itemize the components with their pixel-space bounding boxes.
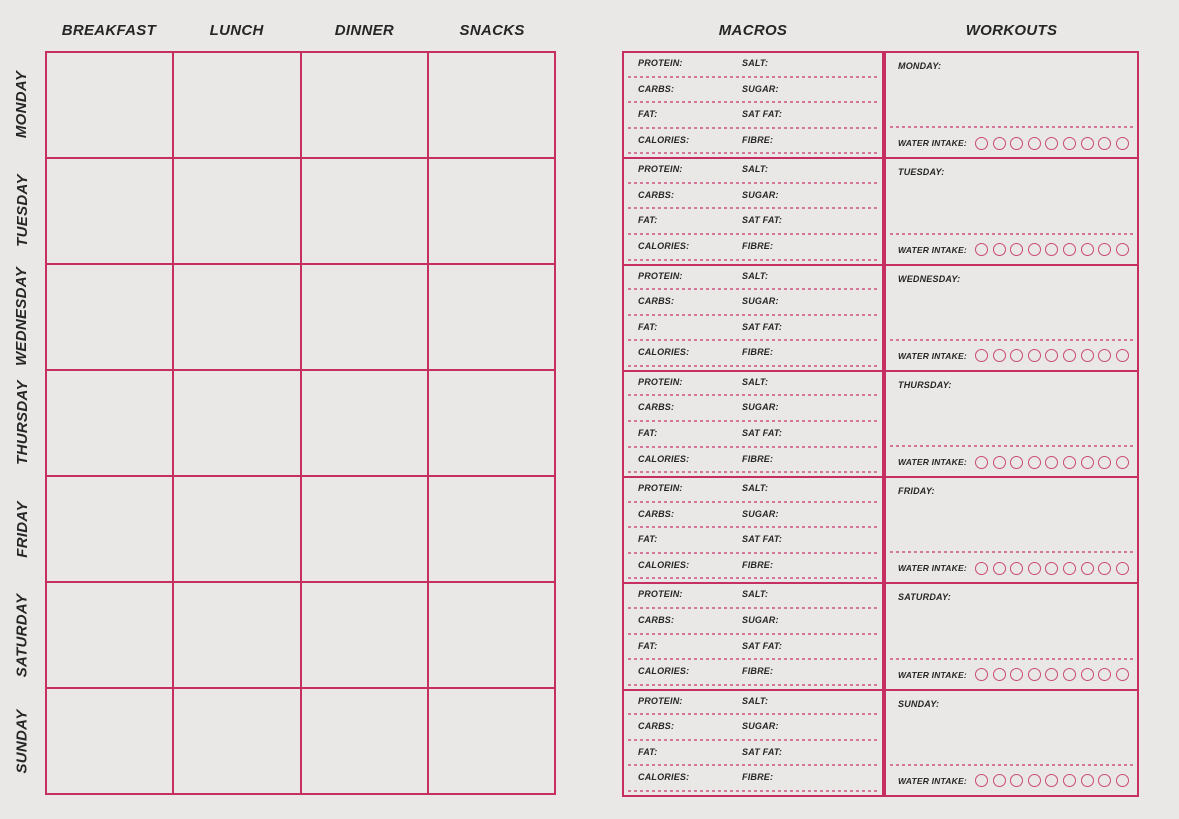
meal-cell[interactable] — [301, 688, 428, 794]
water-circle[interactable] — [1116, 349, 1129, 362]
water-intake-label: WATER INTAKE: — [898, 350, 967, 361]
water-circle[interactable] — [975, 774, 988, 787]
water-circle[interactable] — [975, 456, 988, 469]
macros-day-block — [622, 582, 884, 688]
macro-label-fibre: FIBRE: — [742, 772, 774, 783]
day-label: TUESDAY — [13, 174, 31, 247]
macro-label-calories: CALORIES: — [638, 241, 690, 252]
water-circle[interactable] — [1098, 774, 1111, 787]
meal-cell[interactable] — [173, 476, 300, 582]
macros-day-block — [622, 476, 884, 582]
macro-label-carbs: CARBS: — [638, 83, 675, 94]
macros-header: MACROS — [718, 22, 788, 39]
water-circle[interactable] — [975, 137, 988, 150]
water-circle[interactable] — [1116, 668, 1129, 681]
meal-cell[interactable] — [46, 582, 173, 688]
water-circle[interactable] — [1116, 137, 1129, 150]
meal-cell[interactable] — [301, 370, 428, 476]
macro-label-salt: SALT: — [742, 376, 769, 387]
macros-day-block — [622, 157, 884, 263]
macro-row-protein-salt — [624, 160, 882, 186]
macros-day-block — [622, 689, 884, 797]
macro-label-salt: SALT: — [742, 483, 769, 494]
day-label-cell — [2, 264, 42, 370]
macro-label-sugar: SUGAR: — [742, 83, 779, 94]
macro-label-fibre: FIBRE: — [742, 347, 774, 358]
workout-notes-area[interactable] — [890, 181, 1133, 229]
macro-row-protein-salt — [624, 585, 882, 611]
water-circle[interactable] — [1063, 456, 1076, 469]
macro-writing-line[interactable] — [628, 713, 878, 715]
water-circle[interactable] — [1063, 137, 1076, 150]
macro-writing-line[interactable] — [628, 658, 878, 660]
workout-day-block — [884, 476, 1139, 582]
meal-grid — [45, 51, 556, 795]
meal-cell[interactable] — [301, 476, 428, 582]
water-circle[interactable] — [1028, 137, 1041, 150]
macro-label-fat: FAT: — [638, 428, 658, 438]
macro-writing-line[interactable] — [628, 207, 878, 209]
macro-row-carbs-sugar — [624, 505, 882, 531]
macro-label-calories: CALORIES: — [638, 134, 690, 145]
macro-writing-line[interactable] — [628, 259, 878, 261]
workout-day-label: WEDNESDAY: — [898, 273, 961, 284]
meal-cell[interactable] — [46, 370, 173, 476]
macro-writing-line[interactable] — [628, 501, 878, 503]
meal-cell[interactable] — [428, 52, 555, 158]
workout-notes-area[interactable] — [890, 713, 1133, 761]
macro-row-protein-salt — [624, 267, 882, 293]
water-circles — [975, 456, 1129, 469]
macro-label-sugar: SUGAR: — [742, 614, 779, 625]
macro-row-carbs-sugar — [624, 186, 882, 212]
macro-label-protein: PROTEIN: — [638, 164, 683, 175]
meal-cell[interactable] — [173, 370, 300, 476]
water-circles — [975, 668, 1129, 681]
macro-writing-line[interactable] — [628, 182, 878, 184]
water-circle[interactable] — [1010, 562, 1023, 575]
macro-label-satfat: SAT FAT: — [742, 534, 783, 545]
macro-label-satfat: SAT FAT: — [742, 640, 783, 651]
meal-cell[interactable] — [46, 52, 173, 158]
water-circle[interactable] — [975, 349, 988, 362]
water-circle[interactable] — [1098, 668, 1111, 681]
water-circle[interactable] — [993, 137, 1006, 150]
workout-day-block — [884, 689, 1139, 797]
meal-cell[interactable] — [46, 158, 173, 264]
macro-row-carbs-sugar — [624, 292, 882, 318]
workout-writing-line — [890, 233, 1133, 235]
macro-label-satfat: SAT FAT: — [742, 109, 783, 120]
water-circle[interactable] — [1116, 243, 1129, 256]
macro-label-satfat: SAT FAT: — [742, 321, 783, 332]
water-circle[interactable] — [1045, 562, 1058, 575]
water-circle[interactable] — [993, 456, 1006, 469]
water-circle[interactable] — [1098, 456, 1111, 469]
macro-writing-line[interactable] — [628, 790, 878, 792]
day-label: SUNDAY — [13, 709, 31, 774]
water-circle[interactable] — [1045, 668, 1058, 681]
macro-row-protein-salt — [624, 692, 882, 718]
macro-row-calories-fibre — [624, 768, 882, 794]
macro-writing-line[interactable] — [628, 233, 878, 235]
water-intake-row — [898, 666, 1129, 684]
meal-cell[interactable] — [46, 264, 173, 370]
water-circle[interactable] — [1081, 137, 1094, 150]
meal-cell[interactable] — [428, 582, 555, 688]
macros-column — [622, 51, 884, 797]
column-header-dinner: DINNER — [334, 22, 395, 39]
water-circle[interactable] — [1081, 774, 1094, 787]
water-intake-row — [898, 772, 1129, 790]
workout-notes-area[interactable] — [890, 75, 1133, 123]
workout-day-label: FRIDAY: — [898, 486, 935, 497]
macro-label-calories: CALORIES: — [638, 666, 690, 677]
day-label-cell — [2, 157, 42, 263]
water-intake-label: WATER INTAKE: — [898, 244, 967, 255]
macro-label-salt: SALT: — [742, 164, 769, 175]
macro-writing-line[interactable] — [628, 764, 878, 766]
day-label-cell — [2, 582, 42, 688]
water-circle[interactable] — [1010, 774, 1023, 787]
macro-label-fat: FAT: — [638, 109, 658, 120]
macro-label-sugar: SUGAR: — [742, 189, 779, 200]
macro-label-protein: PROTEIN: — [638, 270, 683, 281]
water-circle[interactable] — [1063, 774, 1076, 787]
day-label-cell — [2, 476, 42, 582]
macro-label-fibre: FIBRE: — [742, 453, 774, 464]
macros-day-block — [622, 51, 884, 157]
macro-label-carbs: CARBS: — [638, 189, 675, 200]
macro-row-protein-salt — [624, 54, 882, 80]
macro-row-calories-fibre — [624, 662, 882, 688]
meal-column-headers — [45, 22, 556, 44]
water-intake-row — [898, 347, 1129, 365]
macro-writing-line[interactable] — [628, 552, 878, 554]
macro-row-carbs-sugar — [624, 717, 882, 743]
water-circle[interactable] — [1045, 349, 1058, 362]
day-label-cell — [2, 689, 42, 795]
macro-row-carbs-sugar — [624, 398, 882, 424]
workout-day-block — [884, 370, 1139, 476]
macro-label-salt: SALT: — [742, 270, 769, 281]
macro-label-sugar: SUGAR: — [742, 508, 779, 519]
water-circle[interactable] — [1081, 243, 1094, 256]
workout-day-block — [884, 264, 1139, 370]
water-circle[interactable] — [993, 562, 1006, 575]
macro-label-sugar: SUGAR: — [742, 296, 779, 307]
meal-cell[interactable] — [428, 476, 555, 582]
workout-notes-area[interactable] — [890, 288, 1133, 336]
day-label-cell — [2, 51, 42, 157]
water-circle[interactable] — [1098, 562, 1111, 575]
macro-label-protein: PROTEIN: — [638, 58, 683, 68]
macro-label-fibre: FIBRE: — [742, 666, 774, 677]
water-circles — [975, 562, 1129, 575]
water-circle[interactable] — [1081, 562, 1094, 575]
macro-label-salt: SALT: — [742, 58, 769, 68]
water-circle[interactable] — [975, 668, 988, 681]
macro-label-calories: CALORIES: — [638, 559, 690, 570]
macro-writing-line[interactable] — [628, 152, 878, 154]
meal-cell[interactable] — [46, 476, 173, 582]
macro-row-protein-salt — [624, 373, 882, 399]
workout-day-block — [884, 157, 1139, 263]
macro-label-sugar: SUGAR: — [742, 721, 779, 732]
workout-notes-area[interactable] — [890, 394, 1133, 442]
water-circle[interactable] — [1028, 668, 1041, 681]
water-intake-row — [898, 559, 1129, 577]
meal-cell[interactable] — [173, 688, 300, 794]
macro-writing-line[interactable] — [628, 420, 878, 422]
day-label: WEDNESDAY — [13, 267, 31, 367]
macro-writing-line[interactable] — [628, 394, 878, 396]
meal-cell[interactable] — [173, 264, 300, 370]
macro-writing-line[interactable] — [628, 739, 878, 741]
workout-notes-area[interactable] — [890, 500, 1133, 548]
macro-label-fat: FAT: — [638, 746, 658, 757]
macro-label-fat: FAT: — [638, 640, 658, 651]
water-circle[interactable] — [1045, 456, 1058, 469]
water-circles — [975, 774, 1129, 787]
meal-cell[interactable] — [428, 264, 555, 370]
workout-day-block — [884, 51, 1139, 157]
macro-writing-line[interactable] — [628, 607, 878, 609]
macro-writing-line[interactable] — [628, 446, 878, 448]
macro-label-sugar: SUGAR: — [742, 402, 779, 413]
macro-label-satfat: SAT FAT: — [742, 215, 783, 226]
water-circle[interactable] — [993, 774, 1006, 787]
water-circle[interactable] — [1028, 243, 1041, 256]
workouts-column — [884, 51, 1139, 797]
day-label: MONDAY — [13, 70, 31, 138]
workout-day-label: THURSDAY: — [898, 379, 952, 390]
workout-writing-line — [890, 126, 1133, 128]
day-label-cell — [2, 370, 42, 476]
workouts-header: WORKOUTS — [965, 22, 1058, 39]
macro-writing-line[interactable] — [628, 526, 878, 528]
macro-writing-line[interactable] — [628, 577, 878, 579]
macro-writing-line[interactable] — [628, 288, 878, 290]
macro-row-protein-salt — [624, 479, 882, 505]
macros-day-block — [622, 370, 884, 476]
workout-writing-line — [890, 658, 1133, 660]
macro-writing-line[interactable] — [628, 471, 878, 473]
macro-row-calories-fibre — [624, 237, 882, 263]
workout-day-label: MONDAY: — [898, 61, 942, 71]
macro-row-calories-fibre — [624, 343, 882, 369]
macro-label-protein: PROTEIN: — [638, 376, 683, 387]
water-circle[interactable] — [1063, 562, 1076, 575]
meal-cell[interactable] — [428, 370, 555, 476]
meal-cell[interactable] — [301, 264, 428, 370]
water-intake-label: WATER INTAKE: — [898, 563, 967, 574]
macro-writing-line[interactable] — [628, 633, 878, 635]
macro-label-carbs: CARBS: — [638, 296, 675, 307]
macro-row-calories-fibre — [624, 450, 882, 476]
macro-label-protein: PROTEIN: — [638, 589, 683, 600]
water-intake-label: WATER INTAKE: — [898, 457, 967, 468]
water-circle[interactable] — [1081, 456, 1094, 469]
water-circle[interactable] — [1045, 137, 1058, 150]
macro-row-fat-satfat — [624, 318, 882, 344]
workout-day-label: SATURDAY: — [898, 592, 951, 603]
water-circle[interactable] — [1045, 243, 1058, 256]
macro-writing-line[interactable] — [628, 314, 878, 316]
day-labels-column — [2, 51, 42, 795]
macro-writing-line[interactable] — [628, 127, 878, 129]
water-circle[interactable] — [1028, 562, 1041, 575]
macro-label-fat: FAT: — [638, 321, 658, 332]
column-header-breakfast: BREAKFAST — [61, 22, 157, 39]
macro-row-fat-satfat — [624, 530, 882, 556]
water-circle[interactable] — [1045, 774, 1058, 787]
water-circle[interactable] — [1063, 668, 1076, 681]
day-label: SATURDAY — [13, 593, 31, 678]
macro-writing-line[interactable] — [628, 684, 878, 686]
macro-label-fat: FAT: — [638, 215, 658, 226]
macro-row-carbs-sugar — [624, 80, 882, 106]
water-circle[interactable] — [975, 562, 988, 575]
column-header-snacks: SNACKS — [459, 22, 525, 39]
water-circle[interactable] — [1010, 137, 1023, 150]
water-circle[interactable] — [993, 243, 1006, 256]
workout-writing-line — [890, 551, 1133, 553]
workout-writing-line — [890, 445, 1133, 447]
water-intake-label: WATER INTAKE: — [898, 138, 967, 149]
macro-label-calories: CALORIES: — [638, 347, 690, 358]
day-label: FRIDAY — [13, 501, 31, 558]
water-circle[interactable] — [1116, 774, 1129, 787]
macro-writing-line[interactable] — [628, 101, 878, 103]
macro-row-fat-satfat — [624, 105, 882, 131]
water-circle[interactable] — [993, 668, 1006, 681]
water-intake-row — [898, 241, 1129, 259]
meal-cell[interactable] — [301, 582, 428, 688]
meal-cell[interactable] — [173, 52, 300, 158]
workout-day-label: TUESDAY: — [898, 167, 945, 178]
water-circle[interactable] — [993, 349, 1006, 362]
meal-cell[interactable] — [428, 158, 555, 264]
workout-notes-area[interactable] — [890, 606, 1133, 654]
macro-label-salt: SALT: — [742, 695, 769, 706]
macro-label-fat: FAT: — [638, 534, 658, 545]
water-intake-row — [898, 453, 1129, 471]
macro-label-carbs: CARBS: — [638, 614, 675, 625]
macro-writing-line[interactable] — [628, 339, 878, 341]
meal-cell[interactable] — [301, 52, 428, 158]
macro-row-fat-satfat — [624, 211, 882, 237]
macro-row-calories-fibre — [624, 556, 882, 582]
water-circle[interactable] — [1063, 243, 1076, 256]
workout-day-block — [884, 582, 1139, 688]
water-circle[interactable] — [1098, 349, 1111, 362]
water-circle[interactable] — [975, 243, 988, 256]
water-circle[interactable] — [1010, 668, 1023, 681]
macro-label-carbs: CARBS: — [638, 508, 675, 519]
macro-label-fibre: FIBRE: — [742, 559, 774, 570]
workout-writing-line — [890, 339, 1133, 341]
macro-label-satfat: SAT FAT: — [742, 746, 783, 757]
macro-label-calories: CALORIES: — [638, 772, 690, 783]
water-circle[interactable] — [1116, 562, 1129, 575]
macro-row-fat-satfat — [624, 743, 882, 769]
water-circle[interactable] — [1028, 349, 1041, 362]
water-circle[interactable] — [1098, 137, 1111, 150]
macro-label-satfat: SAT FAT: — [742, 428, 783, 438]
water-circles — [975, 137, 1129, 150]
macro-row-calories-fibre — [624, 131, 882, 157]
day-label: THURSDAY — [13, 380, 31, 466]
water-intake-label: WATER INTAKE: — [898, 775, 967, 786]
water-intake-row — [898, 134, 1129, 152]
water-circle[interactable] — [1116, 456, 1129, 469]
macro-label-calories: CALORIES: — [638, 453, 690, 464]
macro-writing-line[interactable] — [628, 365, 878, 367]
water-circle[interactable] — [1028, 456, 1041, 469]
meal-cell[interactable] — [428, 688, 555, 794]
macro-writing-line[interactable] — [628, 76, 878, 78]
macro-row-carbs-sugar — [624, 611, 882, 637]
macro-label-salt: SALT: — [742, 589, 769, 600]
meal-cell[interactable] — [173, 158, 300, 264]
meal-cell[interactable] — [173, 582, 300, 688]
macro-label-fibre: FIBRE: — [742, 134, 774, 145]
macro-label-protein: PROTEIN: — [638, 695, 683, 706]
water-circle[interactable] — [1010, 349, 1023, 362]
macro-row-fat-satfat — [624, 637, 882, 663]
workout-day-label: SUNDAY: — [898, 698, 940, 709]
water-circle[interactable] — [1098, 243, 1111, 256]
water-circle[interactable] — [1063, 349, 1076, 362]
macro-label-carbs: CARBS: — [638, 402, 675, 413]
water-circle[interactable] — [1081, 349, 1094, 362]
column-header-lunch: LUNCH — [209, 22, 264, 39]
water-circle[interactable] — [1081, 668, 1094, 681]
water-circle[interactable] — [1010, 456, 1023, 469]
water-intake-label: WATER INTAKE: — [898, 669, 967, 680]
macro-label-fibre: FIBRE: — [742, 241, 774, 252]
water-circle[interactable] — [1010, 243, 1023, 256]
macro-row-fat-satfat — [624, 424, 882, 450]
water-circles — [975, 243, 1129, 256]
workout-writing-line — [890, 764, 1133, 766]
macro-label-protein: PROTEIN: — [638, 483, 683, 494]
macro-label-carbs: CARBS: — [638, 721, 675, 732]
meal-cell[interactable] — [301, 158, 428, 264]
macros-day-block — [622, 264, 884, 370]
water-circles — [975, 349, 1129, 362]
meal-cell[interactable] — [46, 688, 173, 794]
water-circle[interactable] — [1028, 774, 1041, 787]
